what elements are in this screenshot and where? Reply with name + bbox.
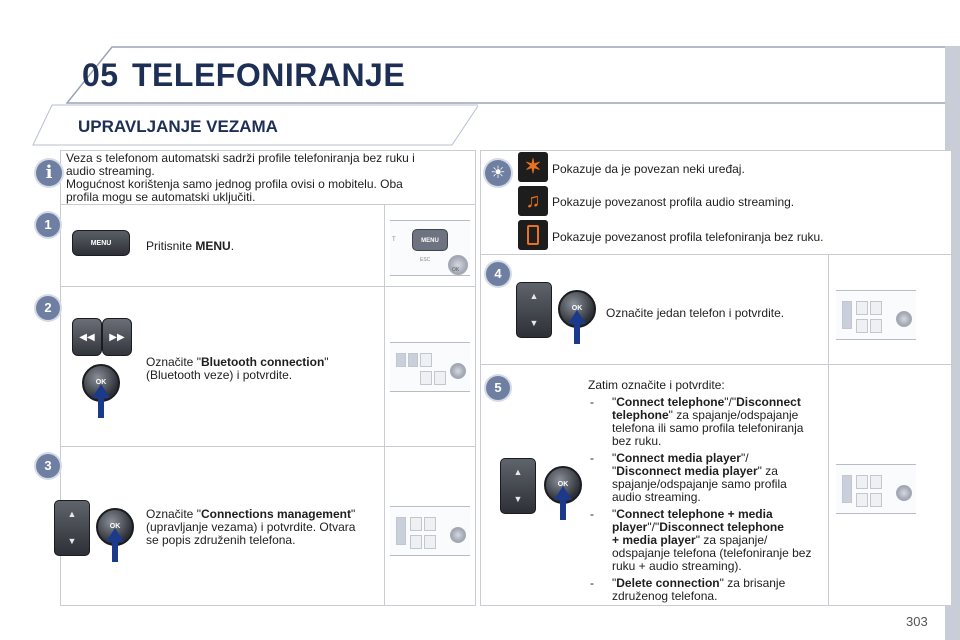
divider [60,446,476,447]
step-number: 4 [486,262,510,286]
intro-line-3: Mogućnost korištenja samo jednog profila ovisi o mobitelu. Oba [66,177,403,191]
console-key [870,493,882,507]
divider [60,204,476,205]
console-thumbnail [390,506,470,556]
tip-icon: ☀ [485,160,511,186]
chapter-number: 05 [82,57,119,93]
console-key [424,517,436,531]
console-key [842,301,852,329]
info-icon: i [36,160,62,186]
step-number: 5 [486,376,510,400]
intro-text [66,152,466,204]
text-part: "/" [724,395,737,409]
text-part: "/ [740,451,749,465]
step-5-text [588,379,826,603]
text-part: " za spajanje/odspajanje [668,408,799,422]
arrow-icon [574,322,580,344]
step-number: 1 [36,213,60,237]
seek-back-button[interactable]: ◀◀ [72,318,102,356]
console-key [396,517,406,545]
ok-label: OK [557,481,569,488]
up-down-button[interactable]: ▲ ▼ [54,500,90,556]
text-part: " [612,395,617,409]
bold-part: + media player [612,533,696,547]
intro-line-2: audio streaming. [66,164,155,178]
console-key [420,371,432,385]
music-note-icon: ♫ [518,186,548,216]
list-item [588,577,826,603]
list-dash: - [590,395,594,409]
console-key [410,535,422,549]
arrow-icon [560,498,566,520]
list-line: odspajanje telefona (telefoniranje bez [612,546,812,560]
step-line: se popis združenih telefona. [146,533,296,547]
arrow-icon [106,528,124,542]
text-part: " [612,464,617,478]
console-thumbnail [836,290,916,340]
up-down-button[interactable]: ▲ ▼ [500,458,536,514]
step-1-text [146,240,234,253]
list-line: spajanje/odspajanje samo profila [612,477,787,491]
console-key [408,353,418,367]
step-text-part: " [324,355,329,369]
console-label-ok: OK [452,267,460,273]
bold-part: Connect telephone + media [616,507,773,521]
console-thumbnail [390,220,470,276]
step-bold-label: Connections management [200,507,351,521]
ok-label: OK [109,523,121,530]
ok-label: OK [571,305,583,312]
console-thumbnail [836,464,916,514]
console-key [420,353,432,367]
list-line: telefona ili samo profila telefoniranja [612,421,804,435]
console-key [856,319,868,333]
arrow-icon [568,310,586,324]
divider [480,364,952,365]
divider [480,254,952,255]
list-item [588,452,826,504]
text-part: "/" [647,520,660,534]
text-part: " [612,576,617,590]
bold-part: Disconnect telephone [659,520,784,534]
bold-part: Disconnect [736,395,801,409]
list-item [588,396,826,448]
text-part: " za [757,464,778,478]
step-line: (upravljanje vezama) i potvrdite. Otvara [146,520,356,534]
console-thumbnail [390,342,470,392]
console-menu-label: MENU [421,238,439,244]
phone-icon [518,220,548,250]
page-number: 303 [906,614,928,629]
bold-part: Delete connection [616,576,720,590]
console-key [856,475,868,489]
divider [828,254,829,606]
list-dash: - [590,451,594,465]
arrow-icon [554,486,572,500]
text-part: " [612,507,617,521]
console-key [870,475,882,489]
bold-part: Connect telephone [616,395,725,409]
seek-forward-button[interactable]: ▶▶ [102,318,132,356]
console-key [870,319,882,333]
step-line: (Bluetooth veze) i potvrdite. [146,368,293,382]
console-label-esc: ESC [420,257,431,263]
console-knob [450,527,466,543]
intro-line-4: profila mogu se automatski uključiti. [66,190,256,204]
status-text: Pokazuje da je povezan neki uređaj. [552,162,745,176]
bold-part: Connect media player [616,451,741,465]
console-menu-key [412,229,448,251]
bold-part: telephone [612,408,669,422]
step-number: 2 [36,296,60,320]
console-label-t: T [392,237,396,243]
bold-part: Disconnect media player [616,464,758,478]
step-text-part: Označite " [146,355,201,369]
step-text-part: Označite " [146,507,201,521]
console-key [424,535,436,549]
console-key [870,301,882,315]
step-text-part: Pritisnite [146,239,196,253]
step-text-part: . [230,239,235,253]
step-4-text: Označite jedan telefon i potvrdite. [606,306,785,320]
list-line: združenog telefona. [612,589,718,603]
console-key [396,353,406,367]
list-dash: - [590,576,594,590]
bold-part: player [612,520,648,534]
step-5-intro: Zatim označite i potvrdite: [588,378,725,392]
console-key [856,493,868,507]
bluetooth-icon: ✶ [518,152,548,182]
console-key [410,517,422,531]
step-2-text [146,356,376,382]
step-bold-label: Bluetooth connection [200,355,325,369]
list-dash: - [590,507,594,521]
text-part: " za brisanje [719,576,786,590]
status-text: Pokazuje povezanost profila audio streaming. [552,195,795,209]
chapter-title: TELEFONIRANJE [132,57,406,93]
text-part: " [612,451,617,465]
console-knob [896,311,912,327]
arrow-icon [112,540,118,562]
divider [384,204,385,606]
step-text-part: " [350,507,356,521]
arrow-icon [92,384,110,398]
step-number: 3 [36,454,60,478]
up-down-button[interactable]: ▲ ▼ [516,282,552,338]
list-line: bez ruku. [612,434,662,448]
console-knob [450,363,466,379]
arrow-icon [98,396,104,418]
console-key [842,475,852,503]
list-line: audio streaming. [612,490,701,504]
intro-line-1: Veza s telefonom automatski sadrži profile telefoniranja bez ruku i [66,151,415,165]
menu-button[interactable]: MENU [72,230,130,256]
section-title: UPRAVLJANJE VEZAMA [78,117,278,136]
step-bold-label: MENU [195,239,231,253]
console-key [434,371,446,385]
text-part: " za spajanje/ [695,533,768,547]
divider [60,286,476,287]
step-3-text [146,508,382,547]
list-line: ruku + audio streaming). [612,559,742,573]
ok-label: OK [95,379,107,386]
status-text: Pokazuje povezanost profila telefoniranja bez ruku. [552,230,824,244]
console-key [856,301,868,315]
list-item [588,508,826,573]
console-knob [896,485,912,501]
